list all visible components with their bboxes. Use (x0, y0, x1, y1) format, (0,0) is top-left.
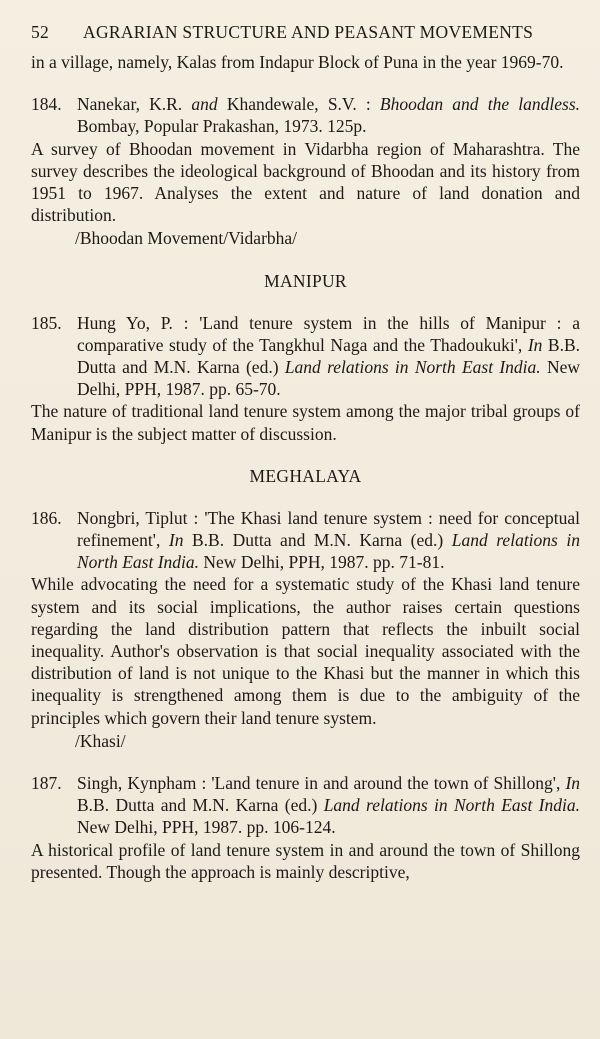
citation-book: Land relations in North East India. (323, 795, 580, 816)
citation-185 (31, 312, 580, 401)
citation-part1: Singh, Kynpham : 'Land tenure in and around the town of Shillong', (77, 773, 561, 794)
citation-title: Bhoodan and the landless. (379, 94, 581, 115)
running-title: AGRARIAN STRUCTURE AND PEASANT MOVEMENTS (83, 22, 534, 42)
citation-publication: Bombay, Popular Prakashan, 1973. 125p. (77, 116, 367, 137)
section-heading-meghalaya: MEGHALAYA (249, 465, 362, 486)
citation-184 (31, 93, 580, 137)
citation-in: In (527, 334, 543, 355)
abstract-185: The nature of traditional land tenure system among the major tribal groups of Manipur is the subject matter of discussion. (31, 401, 580, 444)
citation-186 (31, 507, 580, 574)
keywords-184: /Bhoodan Movement/Vidarbha/ (75, 228, 298, 249)
abstract-186: While advocating the need for a systematic study of the Khasi land tenure system and its social implications, the author raises certain questions regarding the land distribution pattern that reflects the inbuilt social inequality. Author's observation is that social inequality associated with the distribution of land is not unique to the Khasi but the manner in which this inequality is strengthened among them is due to the ambiguity of the principles which govern their land tenure system. (31, 574, 580, 728)
citation-coauthor: Khandewale, S.V. : (226, 94, 371, 115)
entry-number: 186. (31, 507, 62, 528)
citation-187 (31, 772, 580, 839)
citation-part1: Hung Yo, P. : 'Land tenure system in the hills of Manipur : a comparative study of the Tangkhul Naga and the Thadoukuki', (77, 312, 580, 355)
citation-publication: New Delhi, PPH, 1987. pp. 65-70. (77, 357, 580, 400)
entry-185 (31, 312, 580, 445)
entry-186 (31, 507, 580, 752)
entry-number: 185. (31, 312, 62, 333)
running-header (31, 22, 580, 43)
citation-authors: Nanekar, K.R. (77, 94, 183, 115)
section-heading-manipur: MANIPUR (264, 270, 347, 291)
citation-publication: New Delhi, PPH, 1987. pp. 106-124. (77, 817, 336, 838)
citation-part1: Nongbri, Tiplut : 'The Khasi land tenure system : need for conceptual refinement', (77, 507, 580, 551)
citation-part2: B.B. Dutta and M.N. Karna (ed.) (77, 795, 318, 816)
keywords-186: /Khasi/ (75, 730, 126, 751)
page-number: 52 (31, 22, 49, 42)
citation-part2: B.B. Dutta and M.N. Karna (ed.) (77, 334, 581, 378)
citation-publication: New Delhi, PPH, 1987. pp. 71-81. (203, 552, 445, 573)
entry-184 (31, 93, 580, 249)
citation-book: Land relations in North East India. (77, 530, 581, 573)
entry-187 (31, 772, 580, 883)
citation-book: Land relations in North East India. (284, 357, 541, 378)
intro-paragraph: in a village, namely, Kalas from Indapur Block of Puna in the year 1969-70. (31, 52, 564, 72)
entry-number: 187. (31, 773, 62, 794)
citation-and: and (191, 94, 218, 115)
citation-in: In (168, 530, 184, 551)
entry-number: 184. (31, 94, 62, 115)
citation-part2: B.B. Dutta and M.N. Karna (ed.) (192, 530, 444, 551)
abstract-187: A historical profile of land tenure system in and around the town of Shillong presented. Though the approach is mainly descriptive, (31, 839, 580, 882)
abstract-184: A survey of Bhoodan movement in Vidarbha region of Maharashtra. The survey describes the ideological background of Bhoodan and its history from 1951 to 1967. Analyses the extent and nature of land donation and distribution. (31, 138, 580, 226)
citation-in: In (565, 773, 581, 794)
